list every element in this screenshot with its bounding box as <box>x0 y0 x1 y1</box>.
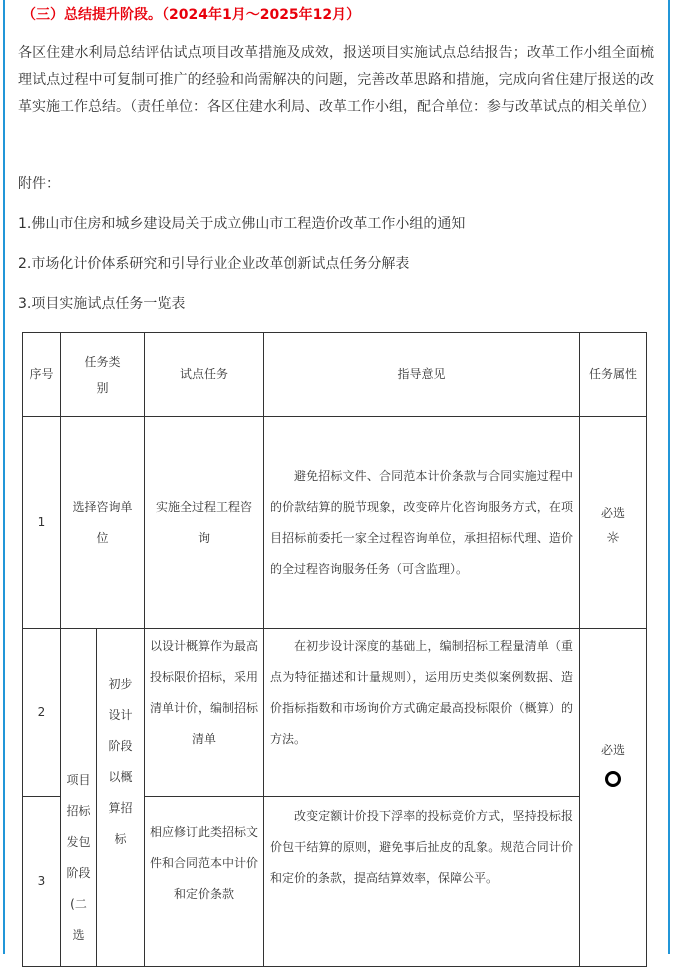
row2-task: 以设计概算作为最高投标限价招标，采用清单计价，编制招标清单 <box>145 629 264 797</box>
row2-guidance: 在初步设计深度的基础上，编制招标工程量清单（重点为特征描述和计量规则），运用历史类似案例数据、造价指标指数和市场询价方式确定最高投标限价（概算）的方法。 <box>264 629 580 797</box>
header-property: 任务属性 <box>580 333 647 417</box>
row3-seq: 3 <box>23 797 61 967</box>
task-table <box>22 332 647 967</box>
row3-task: 相应修订此类招标文件和合同范本中计价和定价条款 <box>145 797 264 967</box>
row1-property: 必选 ☼ <box>580 417 647 629</box>
row1-task: 实施全过程工程咨询 <box>145 417 264 629</box>
row2-seq: 2 <box>23 629 61 797</box>
row1-seq: 1 <box>23 417 61 629</box>
row1-category: 选择咨询单位 <box>61 417 145 629</box>
row2-category-main: 项目招标发包阶段(二选 <box>61 629 97 967</box>
attachment-item-2: 2.市场化计价体系研究和引导行业企业改革创新试点任务分解表 <box>18 256 410 272</box>
row2-category-sub: 初步设计阶段以概算招标 <box>97 629 145 967</box>
header-category: 任务类别 <box>61 333 145 417</box>
circle-icon <box>605 771 621 787</box>
header-guidance: 指导意见 <box>264 333 580 417</box>
table-row <box>23 629 647 797</box>
row2-property: 必选 <box>580 629 647 967</box>
table-row <box>23 417 647 629</box>
attachments-label: 附件： <box>18 176 60 192</box>
left-frame-border <box>3 0 5 954</box>
row1-guidance: 避免招标文件、合同范本计价条款与合同实施过程中的价款结算的脱节现象，改变碎片化咨询服务方式，在项目招标前委托一家全过程咨询单位，承担招标代理、造价的全过程咨询服务任务（可含监理）。 <box>264 417 580 629</box>
attachment-item-1: 1.佛山市住房和城乡建设局关于成立佛山市工程造价改革工作小组的通知 <box>18 216 466 232</box>
header-seq: 序号 <box>23 333 61 417</box>
attachment-item-3: 3.项目实施试点任务一览表 <box>18 296 186 312</box>
right-frame-border <box>668 0 670 954</box>
table-header-row <box>23 333 647 417</box>
header-task: 试点任务 <box>145 333 264 417</box>
row3-guidance: 改变定额计价投下浮率的投标竞价方式，坚持投标报价包干结算的原则，避免事后扯皮的乱象。规范合同计价和定价的条款，提高结算效率，保障公平。 <box>264 797 580 967</box>
section-title: （三）总结提升阶段。（2024年1月～2025年12月） <box>22 7 361 23</box>
sun-icon: ☼ <box>605 527 621 547</box>
summary-paragraph: 各区住建水利局总结评估试点项目改革措施及成效，报送项目实施试点总结报告；改革工作小组全面梳理试点过程中可复制可推广的经验和尚需解决的问题，完善改革思路和措施，完成向省住建厅报送的改革实施工作总结。（责任单位：各区住建水利局、改革工作小组，配合单位：参与改革试点的相关单位） <box>18 45 655 115</box>
